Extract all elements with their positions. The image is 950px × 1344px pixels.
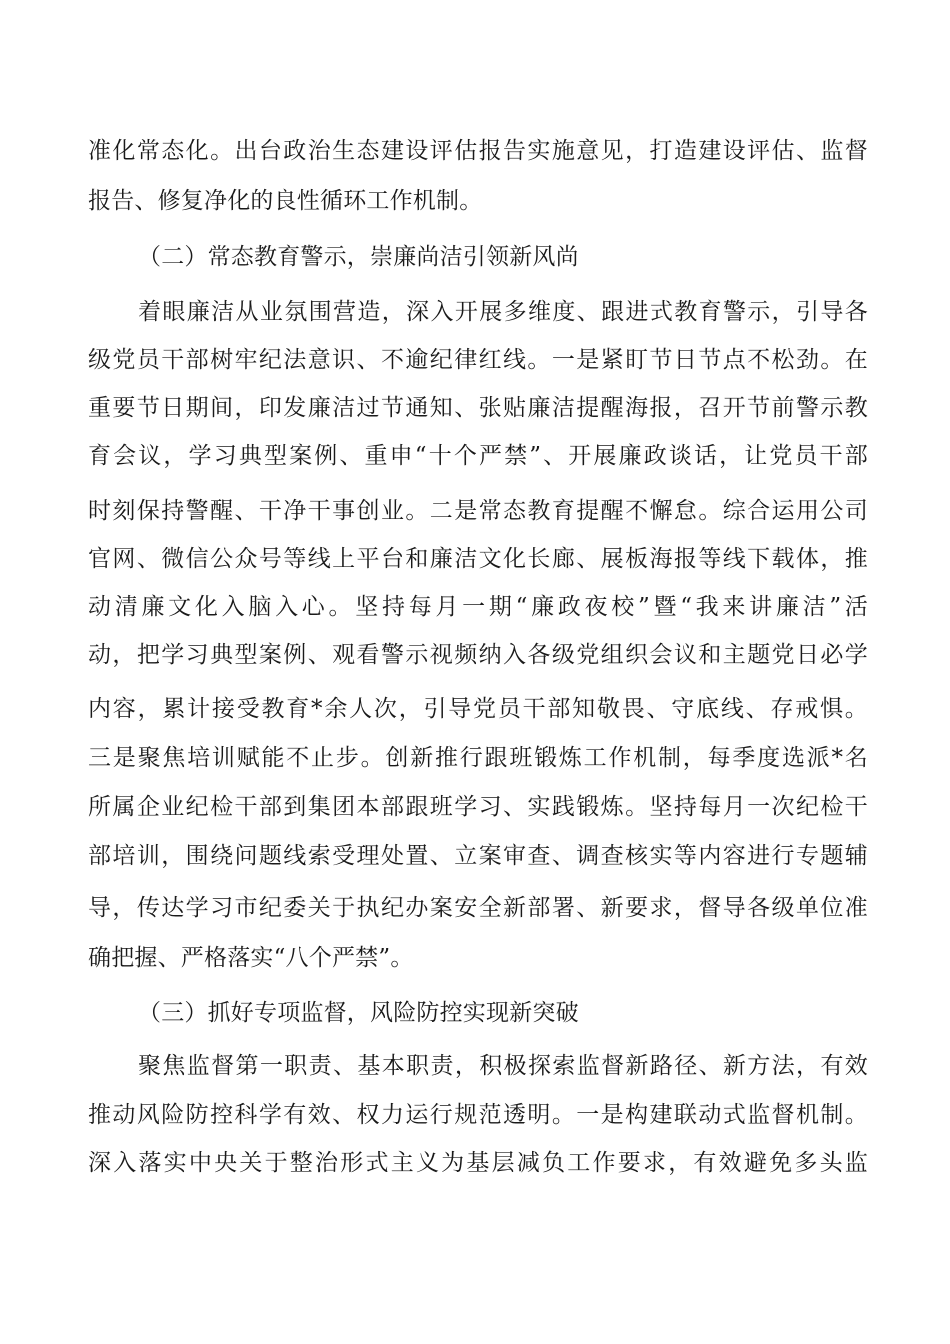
section-heading: （二）常态教育警示，崇廉尚洁引领新风尚 xyxy=(138,244,579,270)
paragraph-line: 动，把学习典型案例、观看警示视频纳入各级党组织会议和主题党日必学 xyxy=(88,642,868,668)
paragraph-line: 部培训，围绕问题线索受理处置、立案审查、调查核实等内容进行专题辅 xyxy=(88,843,868,869)
paragraph-line: 重要节日期间，印发廉洁过节通知、张贴廉洁提醒海报，召开节前警示教 xyxy=(88,395,868,421)
paragraph-line: 所属企业纪检干部到集团本部跟班学习、实践锻炼。坚持每月一次纪检干 xyxy=(88,794,868,820)
paragraph-line: 育会议，学习典型案例、重申“十个严禁”、开展廉政谈话，让党员干部 xyxy=(88,443,868,469)
paragraph-line: 时刻保持警醒、干净干事创业。二是常态教育提醒不懈怠。综合运用公司 xyxy=(88,498,868,524)
paragraph-line: 三是聚焦培训赋能不止步。创新推行跟班锻炼工作机制，每季度选派*名 xyxy=(88,745,868,771)
paragraph-line: 动清廉文化入脑入心。坚持每月一期“廉政夜校”暨“我来讲廉洁”活 xyxy=(88,594,868,620)
paragraph-line: 聚焦监督第一职责、基本职责，积极探索监督新路径、新方法，有效 xyxy=(138,1053,868,1079)
paragraph-line: 着眼廉洁从业氛围营造，深入开展多维度、跟进式教育警示，引导各 xyxy=(138,299,868,325)
paragraph-line: 准化常态化。出台政治生态建设评估报告实施意见，打造建设评估、监督 xyxy=(88,138,868,164)
paragraph-line: 内容，累计接受教育*余人次，引导党员干部知敬畏、守底线、存戒惧。 xyxy=(88,696,868,722)
paragraph-line: 导，传达学习市纪委关于执纪办案安全新部署、新要求，督导各级单位准 xyxy=(88,895,868,921)
paragraph-line: 推动风险防控科学有效、权力运行规范透明。一是构建联动式监督机制。 xyxy=(88,1102,868,1128)
paragraph-line: 官网、微信公众号等线上平台和廉洁文化长廊、展板海报等线下载体，推 xyxy=(88,546,868,572)
paragraph-line: 级党员干部树牢纪法意识、不逾纪律红线。一是紧盯节日节点不松劲。在 xyxy=(88,347,868,373)
paragraph-line: 深入落实中央关于整治形式主义为基层减负工作要求，有效避免多头监 xyxy=(88,1150,868,1176)
paragraph-line: 确把握、严格落实“八个严禁”。 xyxy=(88,945,414,971)
paragraph-line: 报告、修复净化的良性循环工作机制。 xyxy=(88,188,483,214)
section-heading: （三）抓好专项监督，风险防控实现新突破 xyxy=(138,1000,579,1026)
